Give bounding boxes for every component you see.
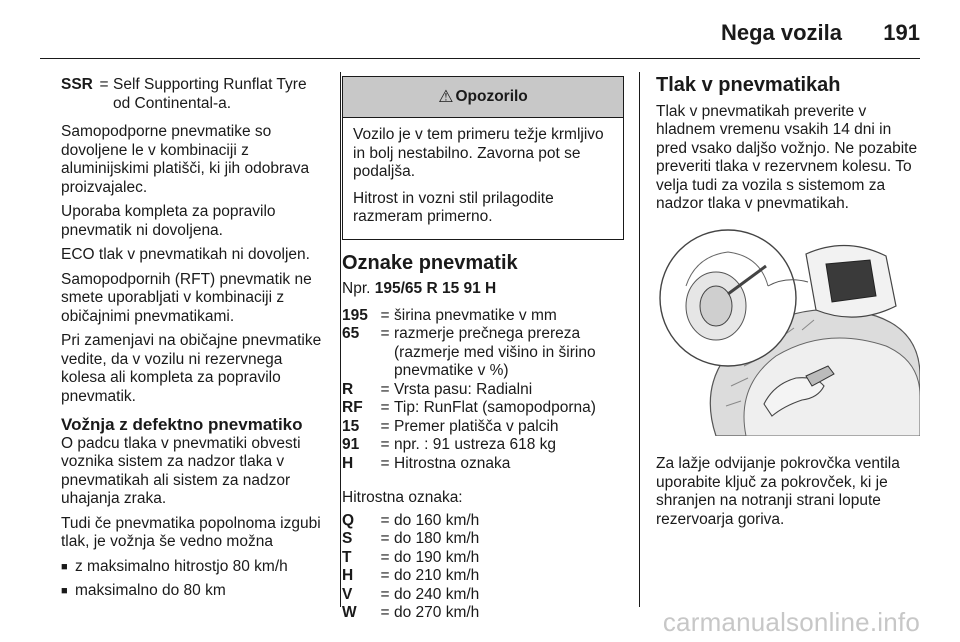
def-eq: = bbox=[99, 76, 109, 93]
ssr-definition bbox=[61, 76, 326, 113]
def-row: RF = Tip: RunFlat (samopodporna) bbox=[342, 399, 596, 416]
warning-triangle-icon: ⚠ bbox=[438, 86, 454, 106]
paragraph: Samopodpornih (RFT) pnevmatik ne smete uporabljati v kombinaciji z običajnimi pnevmatikami. bbox=[61, 270, 312, 325]
bullet-square-icon: ■ bbox=[61, 560, 68, 573]
paragraph: ECO tlak v pnevmatikah ni dovoljen. bbox=[61, 246, 310, 263]
def-row: S = do 180 km/h bbox=[342, 530, 480, 547]
section-heading: Vožnja z defektno pnevmatiko bbox=[61, 415, 303, 434]
tyre-valve-illustration bbox=[656, 226, 920, 436]
page-number: 191 bbox=[883, 20, 920, 45]
def-row: 91 = npr. : 91 ustreza 618 kg bbox=[342, 436, 556, 453]
def-row: 15 = Premer platišča v palcih bbox=[342, 417, 559, 435]
watermark: carmanualsonline.info bbox=[662, 607, 920, 637]
def-row: V = do 240 km/h bbox=[342, 585, 480, 603]
paragraph: Uporaba kompleta za popravilo pnevmatik ni dovoljena. bbox=[61, 203, 276, 239]
def-row: 65 = razmerje prečnega prereza (razmerje med višino in širino pnevmatike v %) bbox=[342, 325, 596, 379]
column-divider-2 bbox=[639, 72, 640, 607]
def-row: W = do 270 km/h bbox=[342, 604, 480, 621]
def-row: 195 = širina pnevmatike v mm bbox=[342, 306, 557, 324]
column-divider-1 bbox=[340, 72, 341, 607]
section-heading: Tlak v pnevmatikah bbox=[656, 74, 841, 96]
bullet-list bbox=[61, 558, 326, 601]
header-rule bbox=[40, 58, 920, 59]
def-row: R = Vrsta pasu: Radialni bbox=[342, 380, 533, 398]
column-2 bbox=[342, 76, 624, 623]
def-value: Self Supporting Runflat Tyre od Continental-a. bbox=[113, 76, 307, 112]
paragraph: O padcu tlaka v pnevmatiki obvesti voznika sistem za nadzor tlaka v pnevmatikah ali sistem za nadzor uhajanja zraka. bbox=[61, 434, 301, 507]
def-row: H = do 210 km/h bbox=[342, 567, 480, 584]
paragraph: Samopodporne pnevmatike so dovoljene le v kombinaciji z aluminijskimi platišči, ki jih odobrava proizvajalec. bbox=[61, 123, 310, 196]
def-row: Q = do 160 km/h bbox=[342, 511, 480, 529]
example-code: 195/65 R 15 91 H bbox=[374, 280, 497, 297]
speed-rating-definitions bbox=[342, 512, 624, 623]
warning-box bbox=[342, 76, 624, 240]
paragraph: Pri zamenjavi na običajne pnevmatike vedite, da v vozilu ni rezervnega kolesa ali kompleta za popravilo pnevmatik. bbox=[61, 332, 322, 405]
figure-caption: Za lažje odvijanje pokrovčka ventila uporabite ključ za pokrovček, ki je shranjen na notranji strani lopute rezervoarja goriva. bbox=[656, 455, 900, 528]
section-heading: Oznake pnevmatik bbox=[342, 251, 518, 274]
paragraph: Tudi če pnevmatika popolnoma izgubi tlak, je vožnja še vedno možna bbox=[61, 514, 321, 550]
column-3 bbox=[656, 76, 922, 535]
def-row: H = Hitrostna oznaka bbox=[342, 454, 511, 472]
list-item: ■ maksimalno do 80 km bbox=[61, 582, 226, 599]
tyre-code-definitions bbox=[342, 307, 624, 474]
warning-title: Opozorilo bbox=[455, 87, 528, 105]
def-key: SSR bbox=[61, 76, 93, 93]
column-1 bbox=[61, 76, 326, 607]
section-title: Nega vozila bbox=[720, 20, 842, 45]
paragraph: Tlak v pnevmatikah preverite v hladnem vremenu vsakih 14 dni in pred vsako daljšo vožnjo. Ne pozabite preveriti tlaka v rezervnem kolesu. To velja tudi za vozila s sistemom za nadzor tlaka v pnevmatikah. bbox=[656, 102, 918, 212]
warning-body bbox=[343, 118, 623, 239]
def-row: T = do 190 km/h bbox=[342, 548, 480, 566]
example-line: Npr. 195/65 R 15 91 H bbox=[342, 280, 497, 297]
warning-header bbox=[343, 77, 623, 118]
page-header bbox=[0, 0, 960, 58]
warning-text: Hitrost in vozni stil prilagodite razmeram primerno. bbox=[353, 189, 554, 225]
bullet-square-icon: ■ bbox=[61, 585, 68, 597]
list-item: ■ z maksimalno hitrostjo 80 km/h bbox=[61, 557, 288, 575]
warning-text: Vozilo je v tem primeru težje krmljivo in bolj nestabilno. Zavorna pot se podaljša. bbox=[353, 126, 604, 180]
speed-rating-label: Hitrostna oznaka: bbox=[342, 489, 463, 506]
